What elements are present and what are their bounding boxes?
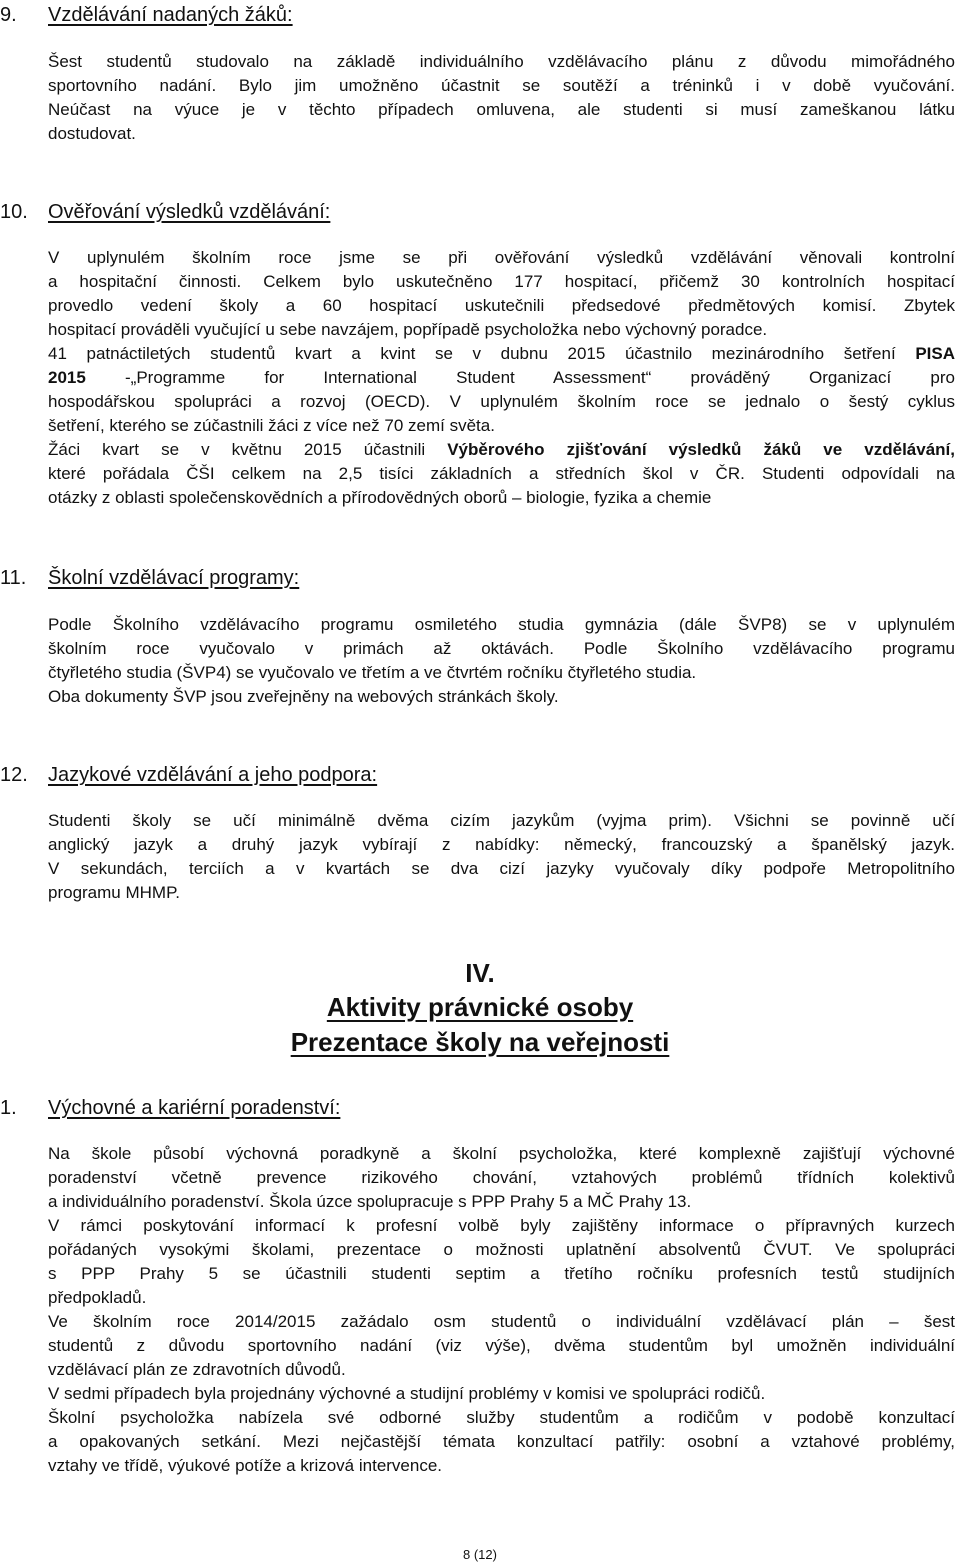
text-line: Oba dokumenty ŠVP jsou zveřejněny na webových stránkách školy. [48, 687, 559, 706]
vyberove-bold: Výběrového zjišťování výsledků žáků ve vzdělávání, [447, 440, 955, 459]
text-fragment: 41 patnáctiletých studentů kvart a kvint se v dubnu 2015 účastnilo mezinárodního šetření [48, 344, 916, 363]
text-line: sportovního nadání. Bylo jim umožněno účastnit se soutěží a tréninků i v době vyučování. [48, 76, 955, 95]
part-title-1-wrap [0, 990, 960, 1024]
section-title: Vzdělávání nadaných žáků: [48, 4, 293, 26]
section-12-heading [0, 762, 377, 788]
section-number: 11. [0, 567, 27, 589]
text-line: šetření, kterého se zúčastnili žáci z více než 70 zemí světa. [48, 416, 495, 435]
text-line: provedlo vedení školy a 60 hospitací uskutečnili předsedové předmětových komisí. Zbytek [48, 296, 955, 315]
text-line: Na škole působí výchovná poradkyně a školní psycholožka, které komplexně zajišťují výchovné [48, 1144, 955, 1163]
section-number: 12. [0, 764, 28, 786]
section-number: 1. [0, 1097, 17, 1119]
section-10-heading [0, 199, 330, 225]
text-line: čtyřletého studia (ŠVP4) se vyučovalo ve třetím a ve čtvrtém ročníku čtyřletého studia. [48, 663, 697, 682]
section-1-heading [0, 1095, 340, 1121]
section-9-heading [0, 2, 293, 28]
text-line: s PPP Prahy 5 se účastnili studenti septim a třetího ročníku profesních testů studijních [48, 1264, 955, 1283]
section-11-paragraph [48, 613, 955, 709]
text-line: poradenství včetně prevence rizikového chování, vztahových problémů třídních kolektivů [48, 1168, 955, 1187]
section-10-paragraph [48, 246, 955, 510]
text-line: Podle Školního vzdělávacího programu osmiletého studia gymnázia (dále ŠVP8) se v uplynulém [48, 615, 955, 634]
section-1-paragraph [48, 1142, 955, 1478]
text-fragment: -„Programme for International Student Assessment“ prováděný Organizací pro [85, 368, 955, 387]
text-line: anglický jazyk a druhý jazyk vybírají z nabídky: německý, francouzský a španělský jazyk. [48, 835, 955, 854]
text-line: vzdělávací plán ze zdravotních důvodů. [48, 1360, 346, 1379]
text-line: V rámci poskytování informací k profesní volbě byly zajištěny informace o přípravných kurzech [48, 1216, 955, 1235]
pisa-line-1 [48, 342, 955, 366]
section-title: Školní vzdělávací programy: [48, 567, 300, 589]
text-line: Školní psycholožka nabízela své odborné služby studentům a rodičům v podobě konzultací [48, 1408, 955, 1427]
text-line: V sedmi případech byla projednány výchovné a studijní problémy v komisi ve spolupráci rodičů. [48, 1384, 766, 1403]
vyberove-line-1 [48, 438, 955, 462]
section-number: 10. [0, 201, 28, 223]
text-line: Studenti školy se učí minimálně dvěma cizím jazykům (vyjma prim). Všichni se povinně učí [48, 811, 955, 830]
text-line: hospodářskou spolupráci a rozvoj (OECD). V uplynulém školním roce se jednalo o šestý cyklus [48, 392, 955, 411]
text-line: hospitací prováděli vyučující u sebe navzájem, popřípadě psycholožka nebo výchovný poradce. [48, 320, 768, 339]
page-number: 8 (12) [463, 1547, 497, 1562]
part-title-2-wrap [0, 1025, 960, 1059]
text-line: a hospitační činnosti. Celkem bylo uskutečněno 177 hospitací, přičemž 30 kontrolních hospitací [48, 272, 955, 291]
text-fragment: Žáci kvart se v květnu 2015 účastnili [48, 440, 448, 459]
text-line: programu MHMP. [48, 883, 180, 902]
text-line: V sekundách, terciích a v kvartách se dva cizí jazyky vyučovaly díky podpoře Metropolitního [48, 859, 955, 878]
section-9-paragraph [48, 50, 955, 146]
text-line: školním roce vyučovalo v primách až oktávách. Podle Školního vzdělávacího programu [48, 639, 955, 658]
text-line: předpokladů. [48, 1288, 147, 1307]
text-line: a opakovaných setkání. Mezi nejčastější témata konzultací patřily: osobní a vztahové problémy, [48, 1432, 955, 1451]
section-title: Ověřování výsledků vzdělávání: [48, 201, 331, 223]
part-roman-numeral: IV. [465, 958, 495, 988]
text-line: Neúčast na výuce je v těchto případech omluvena, ale studenti si musí zameškanou látku [48, 100, 955, 119]
section-12-paragraph [48, 809, 955, 905]
pisa-year-bold: 2015 [48, 368, 86, 387]
text-line: vztahy ve třídě, výukové potíže a krizová intervence. [48, 1456, 443, 1475]
section-title: Jazykové vzdělávání a jeho podpora: [48, 764, 378, 786]
text-line: otázky z oblasti společenskovědních a přírodovědných oborů – biologie, fyzika a chemie [48, 488, 712, 507]
part-title-2: Prezentace školy na veřejnosti [290, 1027, 670, 1057]
text-line: dostudovat. [48, 124, 136, 143]
text-line: a individuálního poradenství. Škola úzce spolupracuje s PPP Prahy 5 a MČ Prahy 13. [48, 1192, 692, 1211]
section-number: 9. [0, 4, 17, 26]
part-title-1: Aktivity právnické osoby [326, 992, 634, 1022]
text-line: Ve školním roce 2014/2015 zažádalo osm studentů o individuální vzdělávací plán – šest [48, 1312, 955, 1331]
section-title: Výchovné a kariérní poradenství: [48, 1097, 341, 1119]
pisa-bold: PISA [915, 344, 955, 363]
text-line: které pořádala ČŠI celkem na 2,5 tisíci základních a středních škol v ČR. Studenti odpovídali na [48, 464, 955, 483]
text-line: studentů z důvodu sportovního nadání (viz výše), dvěma studentům byl umožněn individuální [48, 1336, 955, 1355]
text-line: Šest studentů studovalo na základě individuálního vzdělávacího plánu z důvodu mimořádného [48, 52, 955, 71]
text-line: V uplynulém školním roce jsme se při ověřování výsledků vzdělávání věnovali kontrolní [48, 248, 955, 267]
pisa-line-2 [48, 366, 955, 390]
text-line: pořádaných vysokými školami, prezentace o možnosti uplatnění absolventů ČVUT. Ve spolupráci [48, 1240, 955, 1259]
section-11-heading [0, 565, 299, 591]
